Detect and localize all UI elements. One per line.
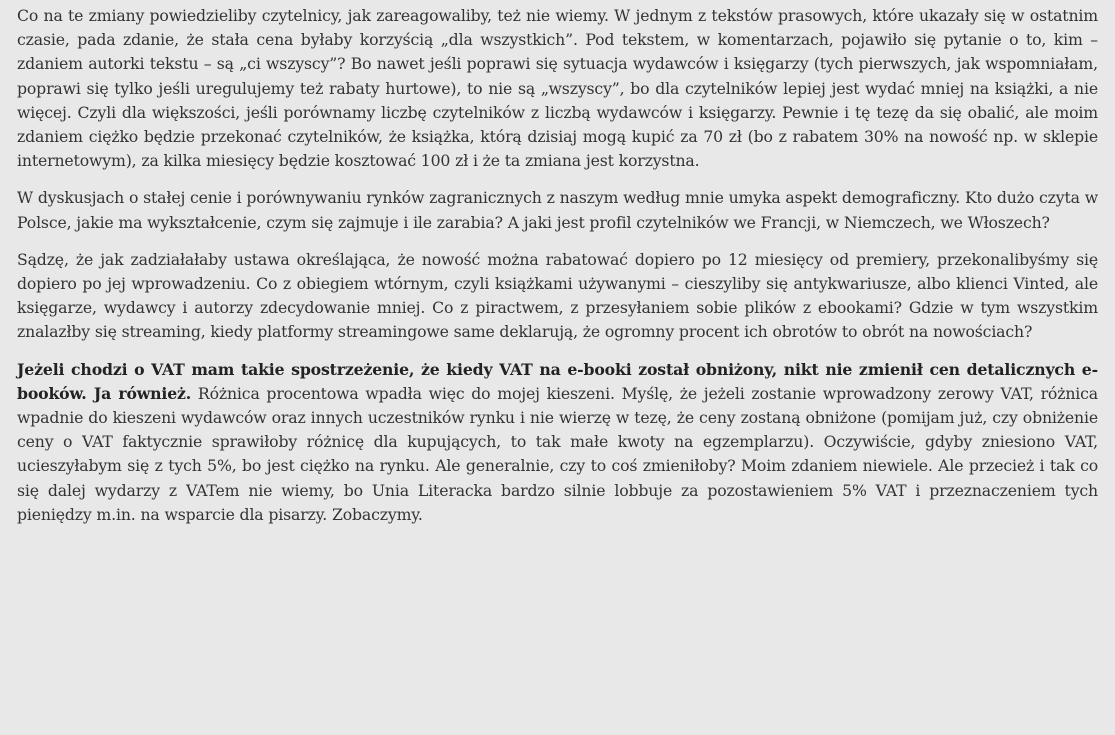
article-paragraph — [17, 186, 1098, 234]
paragraph-text: Różnica procentowa wpadła więc do mojej kieszeni. Myślę, że jeżeli zostanie wprowadzony zerowy VAT, różnica wpadnie do kieszeni wydawców oraz innych uczestników rynku i nie wierzę w tezę, że ceny zostaną obniżone (pomijam już, czy obniżenie ceny o VAT faktycznie sprawiłoby różnicę dla kupujących, to tak małe kwoty na egzemplarzu). Oczywiście, gdyby zniesiono VAT, ucieszyłabym się z tych 5%, bo jest ciężko na rynku. Ale generalnie, czy to coś zmieniłoby? Moim zdaniem niewiele. Ale przecież i tak co się dalej wydarzy z VATem nie wiemy, bo Unia Literacka bardzo silnie lobbuje za pozostawieniem 5% VAT i przeznaczeniem tych pieniędzy m.in. na wsparcie dla pisarzy. Zobaczymy. — [17, 383, 1098, 524]
paragraph-bold-lead: Jeżeli chodzi o VAT mam takie spostrzeżenie, że kiedy VAT na e-booki został obniżony, nikt nie zmienił cen detalicznych e-booków. Ja również. — [17, 359, 1098, 403]
article-paragraph — [17, 4, 1098, 173]
paragraph-text: Sądzę, że jak zadziałałaby ustawa określająca, że nowość można rabatować dopiero po 12 miesięcy od premiery, przekonalibyśmy się dopiero po jej wprowadzeniu. Co z obiegiem wtórnym, czyli książkami używanymi – cieszyliby się antykwariusze, albo klienci Vinted, ale księgarze, wydawcy i autorzy zdecydowanie mniej. Co z piractwem, z przesyłaniem sobie plików z ebookami? Gdzie w tym wszystkim znalazłby się streaming, kiedy platformy streamingowe same deklarują, że ogromny procent ich obrotów to obrót na nowościach? — [17, 249, 1098, 342]
paragraph-text: Co na te zmiany powiedzieliby czytelnicy, jak zareagowaliby, też nie wiemy. W jednym z tekstów prasowych, które ukazały się w ostatnim czasie, pada zdanie, że stała cena byłaby korzyścią „dla wszystkich”. Pod tekstem, w komentarzach, pojawiło się pytanie o to, kim – zdaniem autorki tekstu – są „ci wszyscy”? Bo nawet jeśli poprawi się sytuacja wydawców i księgarzy (tych pierwszych, jak wspomniałam, poprawi się tylko jeśli uregulujemy też rabaty hurtowe), to nie są „wszyscy”, bo dla czytelników lepiej jest wydać mniej na książki, a nie więcej. Czyli dla większości, jeśli porównamy liczbę czytelników z liczbą wydawców i księgarzy. Pewnie i tę tezę da się obalić, ale moim zdaniem ciężko będzie przekonać czytelników, że książka, którą dzisiaj mogą kupić za 70 zł (bo z rabatem 30% na nowość np. w sklepie internetowym), za kilka miesięcy będzie kosztować 100 zł i że ta zmiana jest korzystna. — [17, 6, 1098, 171]
article-paragraph — [17, 248, 1098, 345]
paragraph-text: W dyskusjach o stałej cenie i porównywaniu rynków zagranicznych z naszym według mnie umyka aspekt demograficzny. Kto dużo czyta w Polsce, jakie ma wykształcenie, czym się zajmuje i ile zarabia? A jaki jest profil czytelników we Francji, w Niemczech, we Włoszech? — [17, 188, 1098, 232]
article-paragraph — [17, 358, 1098, 527]
